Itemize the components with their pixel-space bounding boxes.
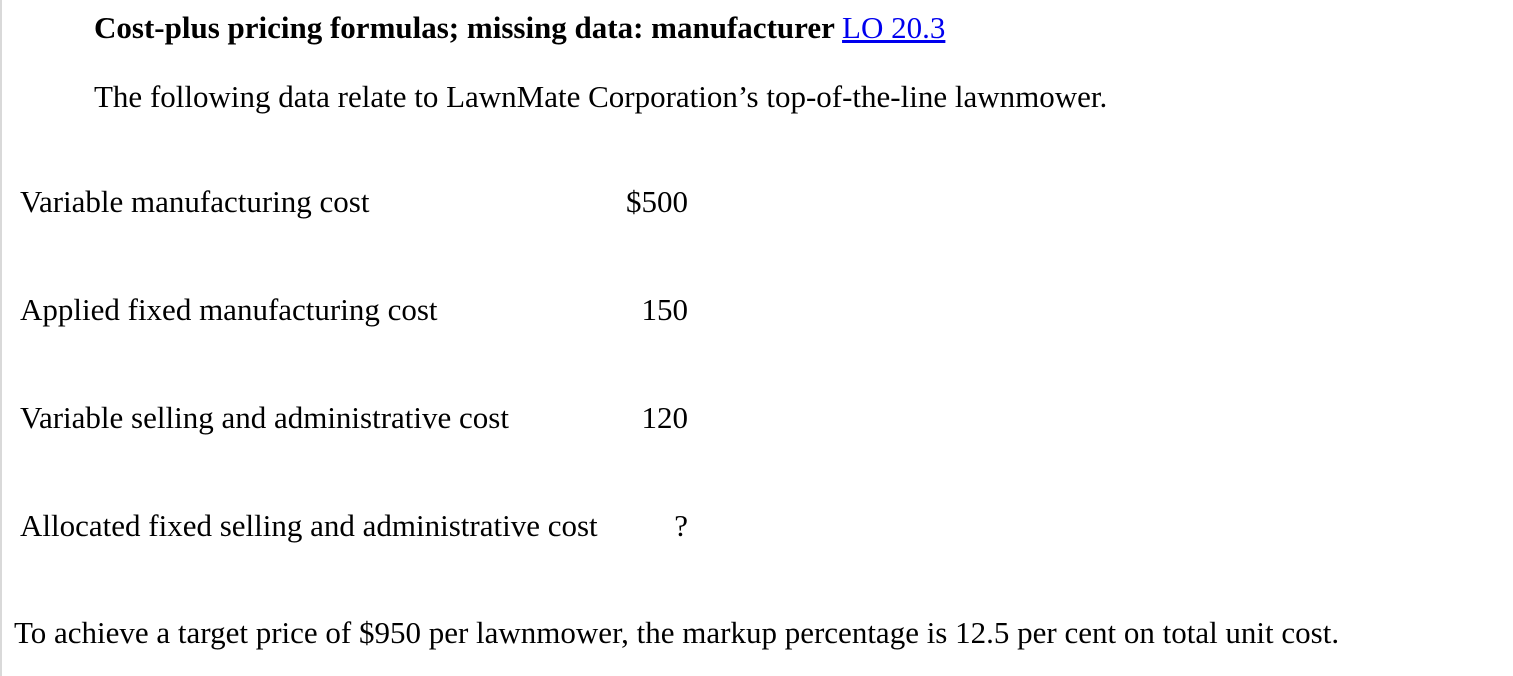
cost-row [20,506,688,546]
cost-value: $500 [626,184,688,219]
cost-label: Allocated fixed selling and administrative cost [20,508,598,543]
cost-row [20,290,688,330]
problem-title [94,8,945,48]
cost-row [20,182,688,222]
closing-text: To achieve a target price of $950 per lawnmower, the markup percentage is 12.5 per cent on total unit cost. [14,615,1340,650]
cost-value: 120 [641,400,688,435]
learning-objective-link[interactable]: LO 20.3 [842,10,946,45]
cost-label: Variable selling and administrative cost [20,400,509,435]
cost-value: 150 [641,292,688,327]
cost-value: ? [674,508,688,543]
cost-row [20,398,688,438]
problem-title-text: Cost-plus pricing formulas; missing data: manufacturer [94,10,835,45]
cost-label: Variable manufacturing cost [20,184,370,219]
left-border [0,0,2,676]
intro-text: The following data relate to LawnMate Corporation’s top-of-the-line lawnmower. [94,79,1108,114]
cost-label: Applied fixed manufacturing cost [20,292,438,327]
